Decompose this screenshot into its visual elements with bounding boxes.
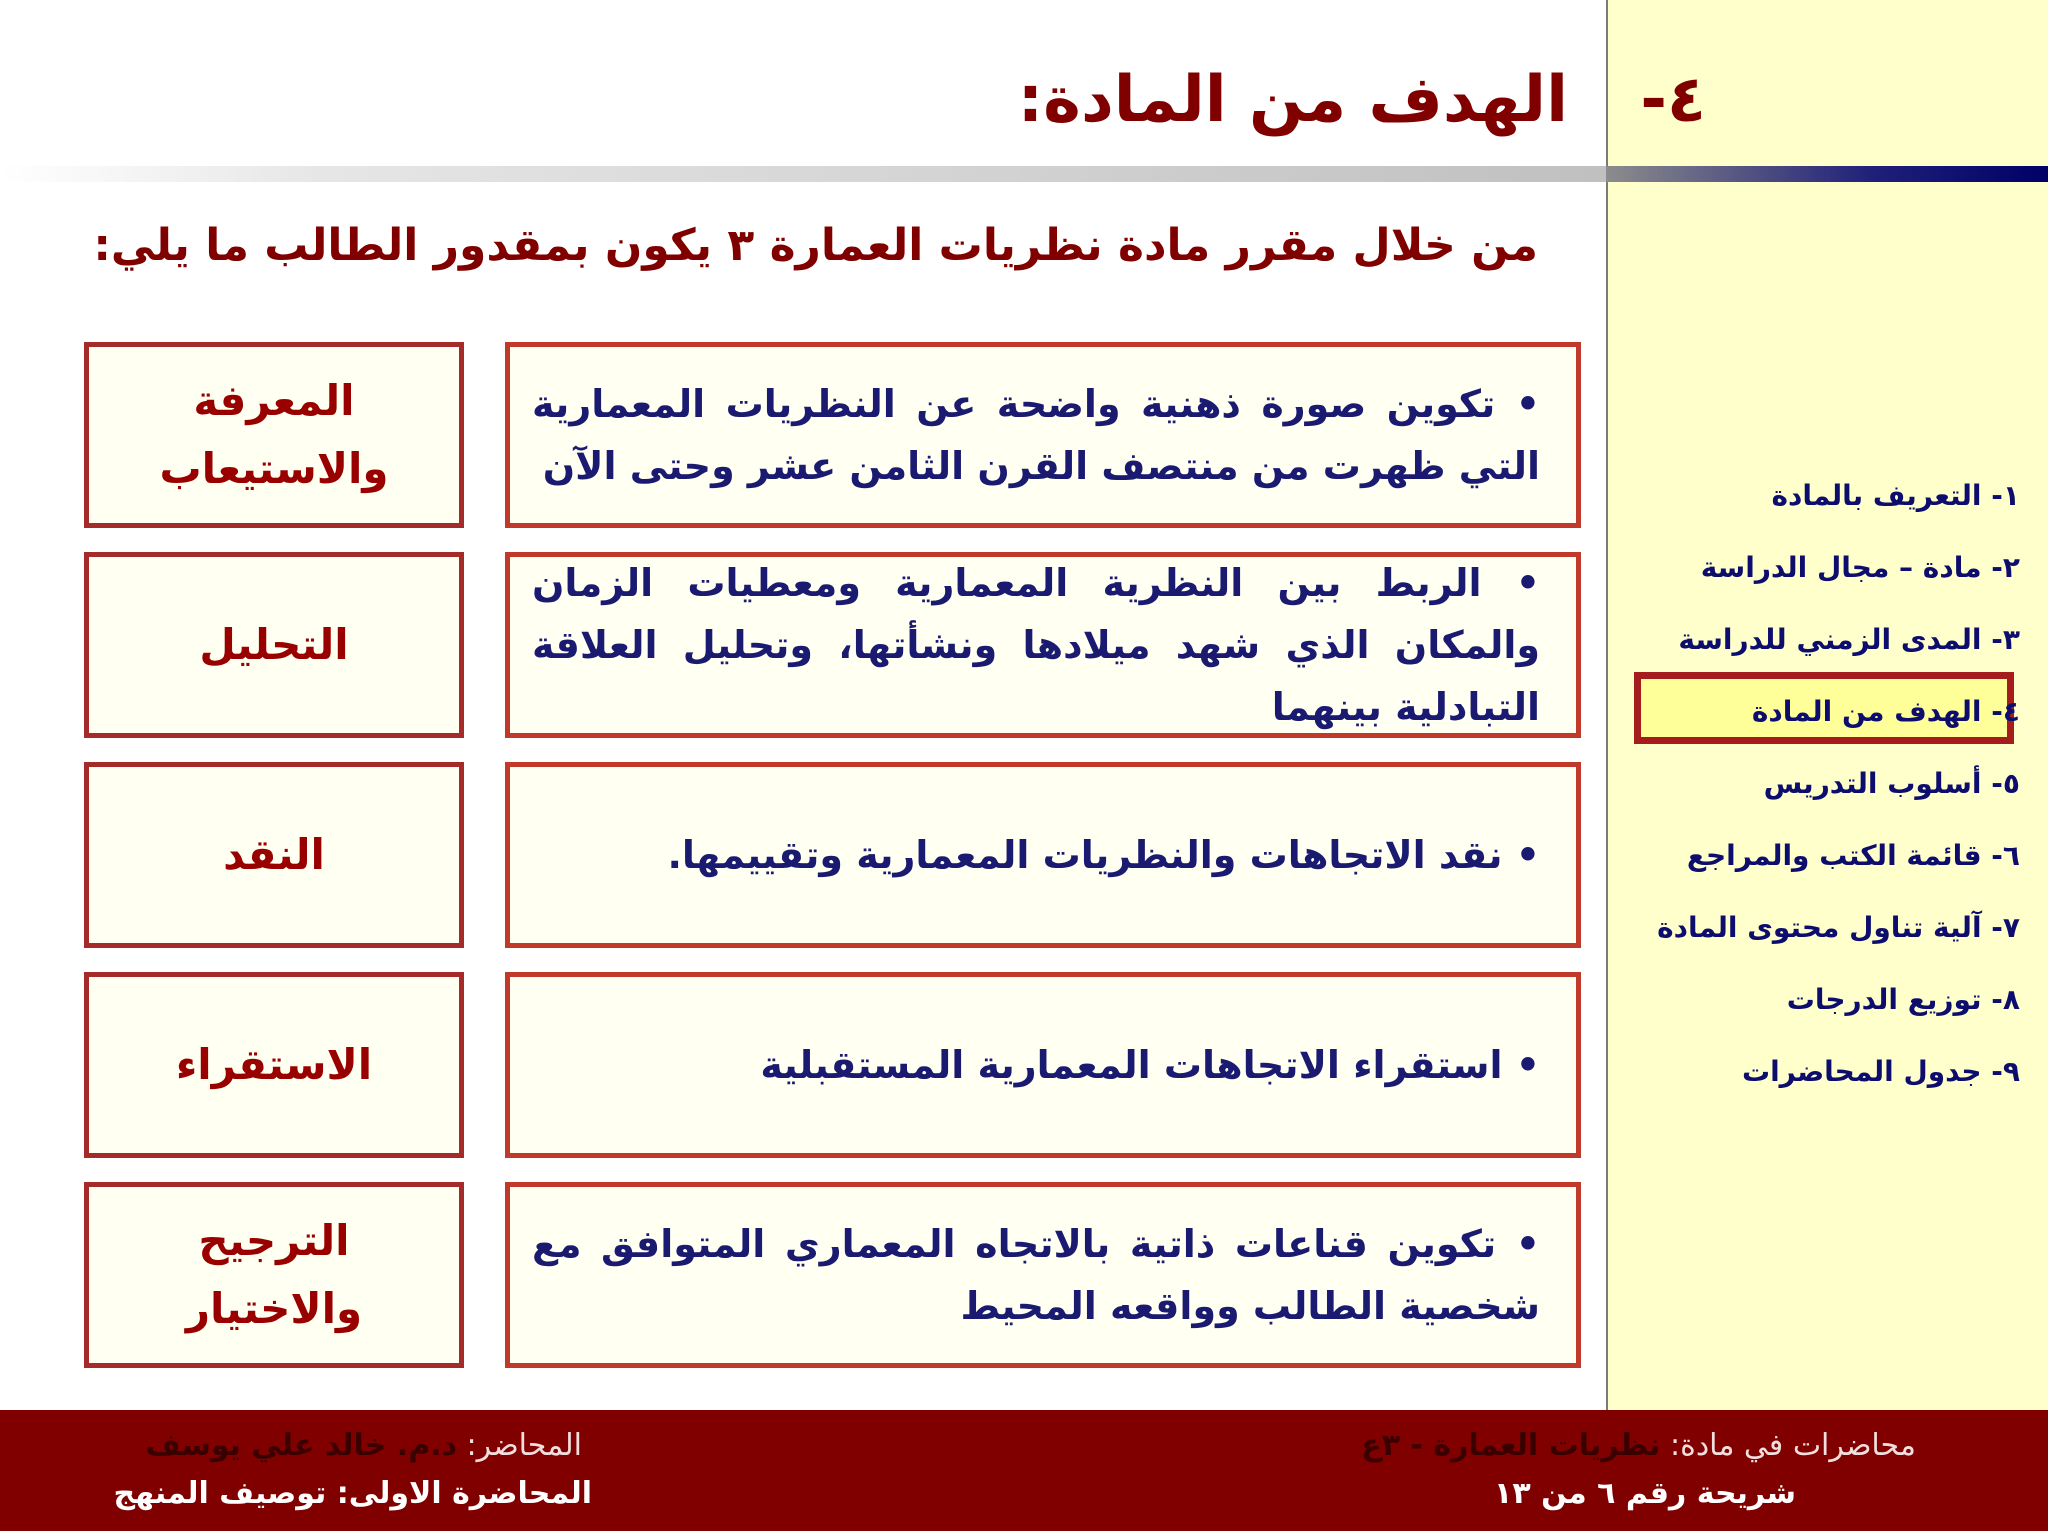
sidebar-item-label: ١- التعريف بالمادة (1771, 479, 2020, 512)
sidebar-item-grading[interactable] (1620, 972, 2020, 1044)
sidebar-item-label: ٨- توزيع الدرجات (1786, 983, 2020, 1016)
objective-description-box (505, 972, 1581, 1158)
sidebar-item-study-field[interactable] (1620, 540, 2020, 612)
objective-description-box (505, 762, 1581, 948)
objective-description: • تكوين صورة ذهنية واضحة عن النظريات المعمارية التي ظهرت من منتصف القرن الثامن عشر وحتى الآن (532, 382, 1540, 488)
footer-slide-info: شريحة رقم ٦ من ١٣ (1494, 1476, 1796, 1511)
sidebar-item-course-intro[interactable] (1620, 468, 2020, 540)
objective-category: النقد (223, 830, 325, 879)
slide-subtitle: من خلال مقرر مادة نظريات العمارة ٣ يكون بمقدور الطالب ما يلي: (93, 220, 1538, 271)
sidebar-item-label: ٩- جدول المحاضرات (1741, 1055, 2020, 1088)
slide-title: الهدف من المادة: (1017, 63, 1568, 137)
objective-row (0, 762, 1606, 944)
objective-row (0, 342, 1606, 524)
footer-lecturer (146, 1424, 582, 1468)
objective-description: • تكوين قناعات ذاتية بالاتجاه المعماري المتوافق مع شخصية الطالب وواقعه المحيط (532, 1222, 1540, 1328)
objective-category: الترجيح والاختيار (185, 1216, 363, 1333)
footer-lecture-title: المحاضرة الاولى: توصيف المنهج (113, 1476, 592, 1511)
footer-course (1361, 1424, 1916, 1468)
title-underline-accent (1606, 166, 2048, 182)
footer-lecturer-prefix: المحاضر: (466, 1428, 582, 1463)
objective-row (0, 972, 1606, 1154)
footer-course-name: نظريات العمارة - ٣ع (1361, 1428, 1661, 1463)
objective-description: • استقراء الاتجاهات المعمارية المستقبلية (760, 1043, 1540, 1087)
footer-lecturer-name: د.م. خالد علي يوسف (145, 1428, 457, 1463)
objective-category-box (84, 762, 464, 948)
objective-category: المعرفة والاستيعاب (159, 376, 389, 493)
section-number: ٤- (1640, 63, 1706, 137)
sidebar-item-course-objective[interactable] (1620, 684, 2020, 756)
objective-row (0, 552, 1606, 734)
objective-row (0, 1182, 1606, 1364)
objective-description: • نقد الاتجاهات والنظريات المعمارية وتقييمها. (667, 833, 1540, 877)
objective-category-box (84, 972, 464, 1158)
sidebar-item-label: ٤- الهدف من المادة (1751, 695, 2020, 728)
objective-description-box (505, 1182, 1581, 1368)
sidebar-nav (1620, 468, 2020, 1116)
objective-category-box (84, 342, 464, 528)
sidebar-item-references[interactable] (1620, 828, 2020, 900)
objective-description-box (505, 552, 1581, 738)
sidebar-item-label: ٧- آلية تناول محتوى المادة (1657, 911, 2020, 944)
objective-category-box (84, 1182, 464, 1368)
sidebar-item-label: ٥- أسلوب التدريس (1763, 767, 2020, 800)
sidebar-item-teaching-method[interactable] (1620, 756, 2020, 828)
footer-course-prefix: محاضرات في مادة: (1670, 1428, 1916, 1463)
objective-category: الاستقراء (175, 1040, 373, 1089)
footer-bar (0, 1410, 2048, 1531)
sidebar-item-time-range[interactable] (1620, 612, 2020, 684)
objective-category-box (84, 552, 464, 738)
objective-category: التحليل (199, 620, 349, 669)
sidebar-item-lecture-schedule[interactable] (1620, 1044, 2020, 1116)
objective-description-box (505, 342, 1581, 528)
sidebar-item-label: ٦- قائمة الكتب والمراجع (1686, 839, 2020, 872)
sidebar-item-label: ٢- مادة – مجال الدراسة (1700, 551, 2020, 584)
title-underline (0, 166, 1606, 182)
objective-description: • الربط بين النظرية المعمارية ومعطيات الزمان والمكان الذي شهد ميلادها ونشأتها، وتحليل العلاقة التبادلية بينهما (532, 561, 1540, 729)
sidebar-item-content-approach[interactable] (1620, 900, 2020, 972)
sidebar-item-label: ٣- المدى الزمني للدراسة (1678, 623, 2020, 656)
